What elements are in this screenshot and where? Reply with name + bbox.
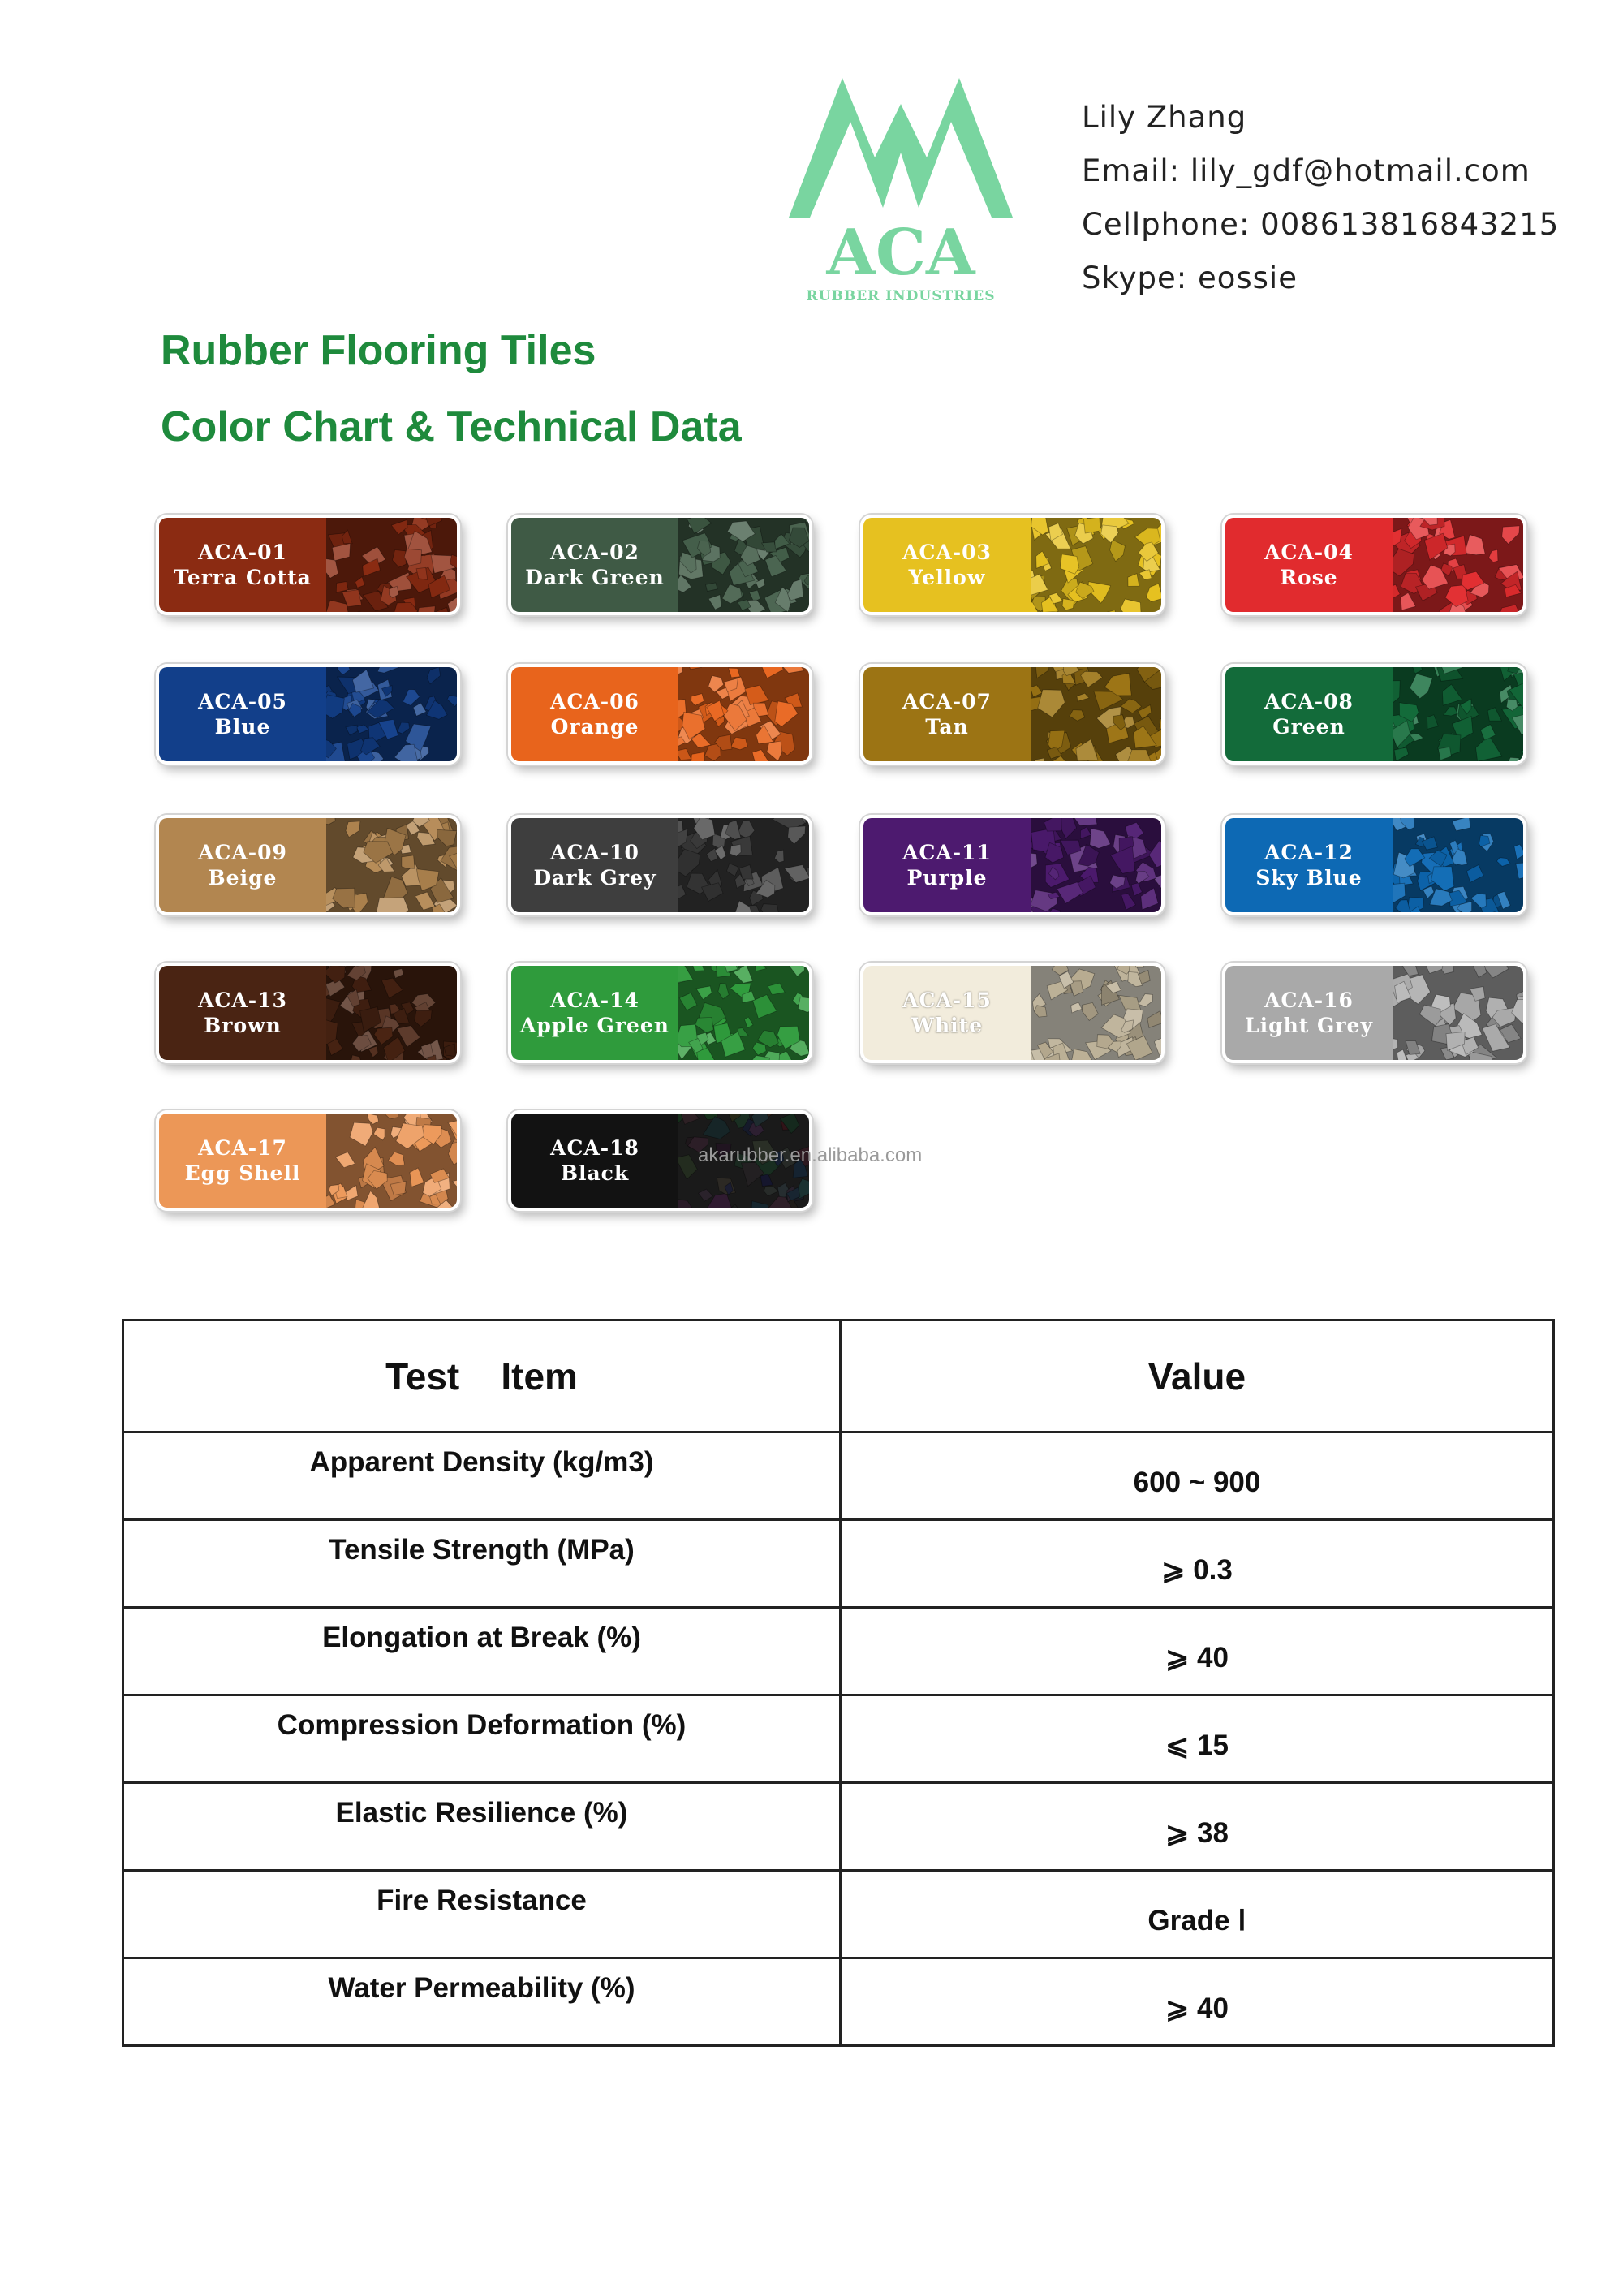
granules-texture [1031,667,1161,761]
granules-texture [1393,518,1523,612]
color-swatch [860,664,1165,765]
table-row [123,1871,1554,1958]
color-swatch [1222,815,1526,915]
swatch-label [863,818,1031,912]
swatch-name: Dark Green [525,566,665,589]
header-value: Value [841,1320,1554,1432]
color-swatch [156,815,460,915]
contact-name: Lily Zhang [1082,100,1247,135]
swatch-code: ACA-16 [1264,989,1354,1012]
swatch-name: Black [560,1161,630,1185]
granules-texture [326,818,457,912]
granules-texture [678,667,809,761]
swatch-label [511,966,678,1060]
row-item: Water Permeability (%) [123,1958,841,2046]
granules-texture [678,518,809,612]
swatch-name: Yellow [908,566,986,589]
color-swatch [1222,963,1526,1063]
swatch-code: ACA-04 [1264,541,1354,564]
swatch-code: ACA-05 [198,690,287,713]
swatch-name: Beige [208,866,278,890]
swatch-name: Light Grey [1245,1014,1373,1037]
swatch-name: Green [1272,715,1345,739]
swatch-name: Terra Cotta [174,566,312,589]
swatch-label [863,966,1031,1060]
swatch-name: Purple [906,866,988,890]
logo-subtitle: RUBBER INDUSTRIES [806,288,996,304]
row-value: 600 ~ 900 [841,1432,1554,1520]
page-subtitle: Color Chart & Technical Data [161,403,742,450]
swatch-label [159,1114,326,1208]
granules-texture [1393,818,1523,912]
swatch-label [511,518,678,612]
swatch-code: ACA-17 [198,1136,287,1160]
table-row [123,1608,1554,1695]
granules-texture [1393,966,1523,1060]
granules-texture [678,966,809,1060]
logo-brand: ACA [826,216,975,290]
header-test-item: Test Item [123,1320,841,1432]
row-item: Elastic Resilience (%) [123,1783,841,1871]
swatch-code: ACA-09 [198,841,287,864]
granules-texture [1393,667,1523,761]
granules-texture [1031,518,1161,612]
swatch-name: Brown [204,1014,282,1037]
swatch-label [511,1114,678,1208]
swatch-label [511,818,678,912]
granules-texture [678,818,809,912]
row-item: Elongation at Break (%) [123,1608,841,1695]
swatch-code: ACA-07 [902,690,992,713]
table-row [123,1958,1554,2046]
table-row [123,1520,1554,1608]
swatch-name: Tan [925,715,969,739]
swatch-name: Orange [550,715,639,739]
swatch-code: ACA-15 [902,989,992,1012]
swatch-name: Egg Shell [184,1161,301,1185]
color-swatch [860,963,1165,1063]
watermark-text: akarubber.en.alibaba.com [698,1144,923,1166]
color-swatch [508,815,812,915]
swatch-name: Sky Blue [1255,866,1363,890]
swatch-code: ACA-14 [550,989,639,1012]
swatch-code: ACA-11 [902,841,992,864]
swatch-label [1225,818,1393,912]
color-swatch [508,963,812,1063]
row-value: Grade Ⅰ [841,1871,1554,1958]
technical-data-table [122,1319,1555,2047]
color-swatch [156,515,460,615]
contact-cellphone: Cellphone: 008613816843215 [1082,207,1560,242]
granules-texture [326,667,457,761]
swatch-code: ACA-06 [550,690,639,713]
row-value: ⩽ 15 [841,1695,1554,1783]
row-item: Apparent Density (kg/m3) [123,1432,841,1520]
swatch-name: Apple Green [520,1014,669,1037]
swatch-code: ACA-18 [550,1136,639,1160]
table-header-row [123,1320,1554,1432]
color-swatch [1222,515,1526,615]
swatch-label [511,667,678,761]
granules-texture [1031,818,1161,912]
granules-texture [326,966,457,1060]
swatch-label [1225,518,1393,612]
swatch-code: ACA-02 [550,541,639,564]
granules-texture [1031,966,1161,1060]
page-title: Rubber Flooring Tiles [161,327,596,374]
swatch-code: ACA-01 [198,541,287,564]
color-swatch [508,664,812,765]
swatch-name: Blue [214,715,271,739]
table-row [123,1432,1554,1520]
color-swatch [156,1110,460,1211]
row-value: ⩾ 38 [841,1783,1554,1871]
color-swatch [156,664,460,765]
table-row [123,1783,1554,1871]
color-swatch [860,515,1165,615]
swatch-label [159,518,326,612]
color-swatch [860,815,1165,915]
swatch-label [863,518,1031,612]
contact-email: Email: lily_gdf@hotmail.com [1082,153,1530,188]
color-swatch [156,963,460,1063]
row-value: ⩾ 40 [841,1958,1554,2046]
table-row [123,1695,1554,1783]
swatch-label [863,667,1031,761]
swatch-code: ACA-10 [550,841,639,864]
swatch-label [159,966,326,1060]
row-value: ⩾ 0.3 [841,1520,1554,1608]
swatch-label [159,667,326,761]
swatch-name: Rose [1280,566,1338,589]
swatch-code: ACA-12 [1264,841,1354,864]
swatch-label [159,818,326,912]
swatch-label [1225,667,1393,761]
swatch-name: White [911,1014,984,1037]
row-item: Fire Resistance [123,1871,841,1958]
color-swatch [1222,664,1526,765]
swatch-code: ACA-13 [198,989,287,1012]
row-value: ⩾ 40 [841,1608,1554,1695]
color-swatch [508,515,812,615]
swatch-code: ACA-03 [902,541,992,564]
contact-skype: Skype: eossie [1082,261,1298,295]
granules-texture [326,1114,457,1208]
granules-texture [326,518,457,612]
swatch-label [1225,966,1393,1060]
row-item: Compression Deformation (%) [123,1695,841,1783]
row-item: Tensile Strength (MPa) [123,1520,841,1608]
swatch-code: ACA-08 [1264,690,1354,713]
swatch-name: Dark Grey [533,866,657,890]
